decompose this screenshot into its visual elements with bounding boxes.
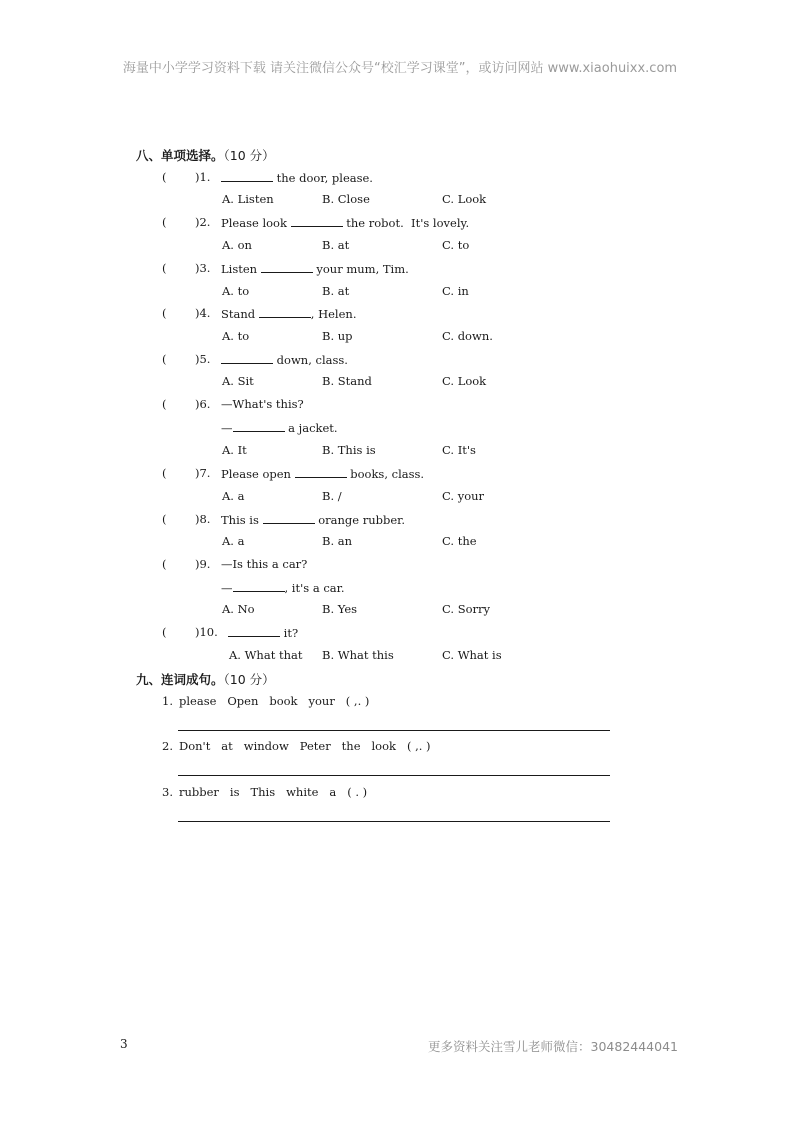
section-8-heading: 八、单项选择。: [136, 148, 224, 163]
footer-note: 更多资料关注雪儿老师微信：30482444041: [428, 1039, 678, 1054]
sentence-item-number: 2.: [162, 739, 173, 753]
sentence-item-number: 1.: [162, 694, 173, 708]
answer-paren-open: (: [162, 170, 167, 184]
choice-option: C. in: [442, 284, 469, 298]
header-watermark-note: 海量中小学学习资料下载 请关注微信公众号“校汇学习课堂”，或访问网站 www.xiaohuixx.com: [122, 61, 678, 76]
question-number: )4.: [195, 306, 211, 320]
question-stem: [221, 512, 405, 527]
question-stem: [221, 261, 409, 276]
stem-text: , it's a car.: [284, 581, 345, 595]
choice-option: C. the: [442, 534, 477, 548]
choice-option: A. to: [222, 284, 250, 298]
choice-option: B. at: [322, 238, 350, 252]
section-9-points: （10 分）: [223, 672, 275, 687]
answer-blank[interactable]: [228, 625, 280, 637]
choice-option: B. up: [322, 329, 353, 343]
stem-text: Stand: [221, 307, 259, 321]
choice-option: B. Close: [322, 192, 370, 206]
answer-blank[interactable]: [233, 420, 285, 432]
question-stem: [228, 625, 298, 640]
section-8-points: （10 分）: [223, 148, 275, 163]
question-stem: [221, 557, 307, 571]
answer-blank[interactable]: [221, 352, 273, 364]
answer-blank[interactable]: [259, 306, 311, 318]
question-number: )3.: [195, 261, 211, 275]
choice-option: A. What that: [229, 648, 303, 662]
stem-text: books, class.: [346, 467, 425, 481]
choice-option: A. Listen: [222, 192, 274, 206]
dash: —: [221, 581, 233, 595]
choice-option: C. to: [442, 238, 470, 252]
question-number: )9.: [195, 557, 211, 571]
answer-blank[interactable]: [263, 512, 315, 524]
stem-text: down, class.: [273, 353, 348, 367]
answer-blank[interactable]: [295, 466, 347, 478]
question-response-line: [221, 420, 338, 435]
question-number: )1.: [195, 170, 211, 184]
sentence-item-number: 3.: [162, 785, 173, 799]
stem-text: orange rubber.: [314, 513, 406, 527]
answer-writing-line[interactable]: [178, 775, 610, 776]
answer-blank[interactable]: [221, 170, 273, 182]
answer-paren-open: (: [162, 557, 167, 571]
question-number: )8.: [195, 512, 211, 526]
question-stem: [221, 397, 304, 411]
question-response-line: [221, 580, 345, 595]
answer-blank[interactable]: [291, 215, 343, 227]
dash: —: [221, 421, 233, 435]
question-number: )6.: [195, 397, 211, 411]
section-8-title: [136, 146, 275, 164]
question-number: )2.: [195, 215, 211, 229]
choice-option: B. This is: [322, 443, 376, 457]
answer-paren-open: (: [162, 306, 167, 320]
answer-blank[interactable]: [233, 580, 285, 592]
choice-option: A. It: [222, 443, 247, 457]
stem-text: it?: [280, 626, 299, 640]
question-stem: [221, 170, 373, 185]
choice-option: C. What is: [442, 648, 502, 662]
choice-option: A. to: [222, 329, 250, 343]
choice-option: C. down.: [442, 329, 493, 343]
stem-text: Please look: [221, 216, 291, 230]
choice-option: B. Yes: [322, 602, 358, 616]
section-9-heading: 九、连词成句。: [136, 672, 224, 687]
question-stem: [221, 306, 356, 321]
question-number: )5.: [195, 352, 211, 366]
stem-text: the door, please.: [273, 171, 373, 185]
choice-option: B. /: [322, 489, 342, 503]
answer-writing-line[interactable]: [178, 821, 610, 822]
choice-option: B. What this: [322, 648, 394, 662]
question-number: )10.: [195, 625, 218, 639]
choice-option: A. No: [222, 602, 255, 616]
answer-paren-open: (: [162, 466, 167, 480]
choice-option: B. Stand: [322, 374, 372, 388]
scrambled-words: Don't at window Peter the look ( ,. ): [179, 739, 431, 753]
question-stem: [221, 215, 469, 230]
stem-text: , Helen.: [310, 307, 357, 321]
section-9-title: [136, 670, 275, 688]
stem-text: Please open: [221, 467, 295, 481]
choice-option: B. at: [322, 284, 350, 298]
choice-option: C. Look: [442, 192, 487, 206]
choice-option: C. Look: [442, 374, 487, 388]
answer-paren-open: (: [162, 625, 167, 639]
choice-option: A. on: [222, 238, 252, 252]
answer-paren-open: (: [162, 397, 167, 411]
answer-blank[interactable]: [261, 261, 313, 273]
stem-text: This is: [221, 513, 263, 527]
scrambled-words: rubber is This white a ( . ): [179, 785, 368, 799]
stem-text: your mum, Tim.: [312, 262, 409, 276]
stem-text: —Is this a car?: [221, 557, 308, 571]
choice-option: A. a: [222, 534, 245, 548]
choice-option: B. an: [322, 534, 353, 548]
scrambled-words: please Open book your ( ,. ): [179, 694, 370, 708]
page-number: 3: [120, 1037, 128, 1051]
answer-paren-open: (: [162, 215, 167, 229]
answer-paren-open: (: [162, 352, 167, 366]
question-stem: [221, 352, 348, 367]
choice-option: A. a: [222, 489, 245, 503]
choice-option: C. your: [442, 489, 485, 503]
question-number: )7.: [195, 466, 211, 480]
choice-option: C. Sorry: [442, 602, 490, 616]
stem-text: the robot. It's lovely.: [342, 216, 470, 230]
stem-text: Listen: [221, 262, 261, 276]
stem-text: a jacket.: [284, 421, 338, 435]
answer-writing-line[interactable]: [178, 730, 610, 731]
choice-option: C. It's: [442, 443, 476, 457]
stem-text: —What's this?: [221, 397, 304, 411]
choice-option: A. Sit: [222, 374, 254, 388]
question-stem: [221, 466, 424, 481]
answer-paren-open: (: [162, 261, 167, 275]
answer-paren-open: (: [162, 512, 167, 526]
